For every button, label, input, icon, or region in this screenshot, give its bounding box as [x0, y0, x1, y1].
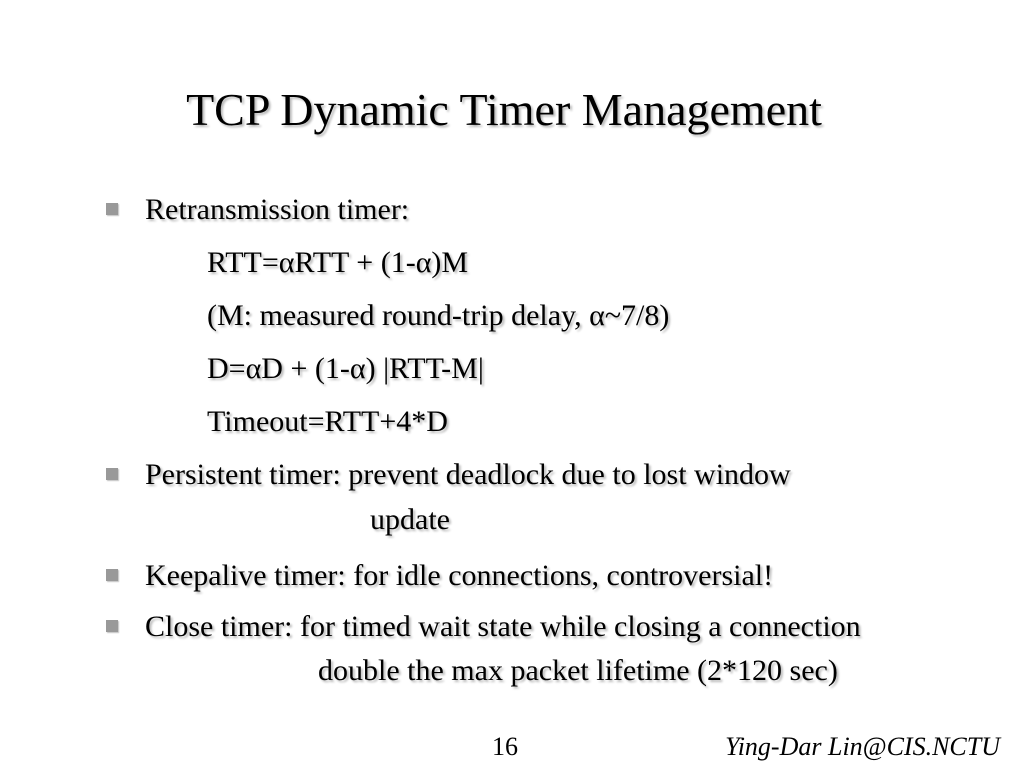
bullet-square-icon [106, 203, 118, 215]
bullet-retransmission-timer: Retransmission timer: [145, 193, 410, 226]
bullet-close-timer-continuation: double the max packet lifetime (2*120 sec) [318, 654, 838, 687]
bullet-square-icon [106, 620, 118, 632]
formula-note: (M: measured round-trip delay, α~7/8) [207, 299, 670, 332]
bullet-persistent-timer-continuation: update [370, 503, 450, 536]
page-number: 16 [492, 732, 518, 761]
bullet-persistent-timer: Persistent timer: prevent deadlock due to lost window [145, 458, 791, 491]
bullet-square-icon [106, 468, 118, 480]
bullet-keepalive-timer: Keepalive timer: for idle connections, controversial! [145, 559, 774, 592]
slide-title: TCP Dynamic Timer Management [186, 84, 822, 135]
formula-rtt: RTT=αRTT + (1-α)M [207, 246, 469, 279]
footer-author: Ying-Dar Lin@CIS.NCTU [725, 732, 1000, 761]
bullet-close-timer: Close timer: for timed wait state while closing a connection [145, 610, 861, 643]
formula-deviation: D=αD + (1-α) |RTT-M| [207, 352, 484, 385]
bullet-square-icon [106, 569, 118, 581]
formula-timeout: Timeout=RTT+4*D [207, 405, 448, 438]
